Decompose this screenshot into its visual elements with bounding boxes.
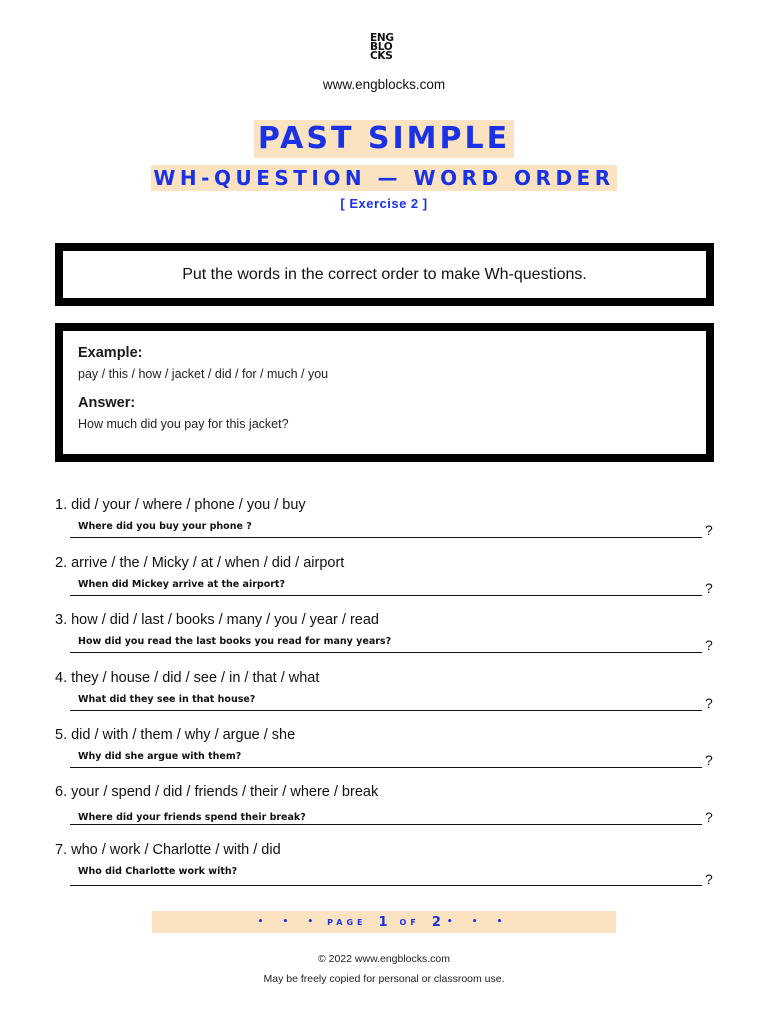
- page-title: PAST SIMPLE: [254, 120, 514, 158]
- logo-line: BLO: [370, 41, 393, 53]
- question-item: [55, 497, 715, 555]
- page-total: 2: [431, 914, 441, 930]
- logo-line: CKS: [370, 50, 393, 62]
- answer-label: Answer:: [78, 395, 136, 411]
- answer-line: [70, 710, 702, 711]
- question-item: [55, 784, 715, 842]
- question-item: [55, 555, 715, 613]
- answer-line: [70, 824, 702, 825]
- page-word: PAGE: [327, 917, 367, 927]
- question-item: [55, 842, 715, 900]
- question-prompt: 5. did / with / them / why / argue / she: [55, 727, 296, 743]
- answer-text[interactable]: What did they see in that house?: [78, 694, 256, 705]
- answer-line: [70, 652, 702, 653]
- answer-text[interactable]: Where did your friends spend their break?: [78, 812, 306, 823]
- instructions-box: [55, 243, 714, 306]
- logo-line: ENG: [370, 32, 394, 44]
- answer-text[interactable]: Where did you buy your phone ?: [78, 521, 252, 532]
- dots-left: • • •: [257, 917, 322, 927]
- example-box: [55, 323, 714, 462]
- answer-line: [70, 885, 702, 886]
- answer-line: [70, 595, 702, 596]
- question-mark: ?: [705, 695, 713, 711]
- question-mark: ?: [705, 809, 713, 825]
- answer-text[interactable]: Why did she argue with them?: [78, 751, 242, 762]
- instructions-text: Put the words in the correct order to make Wh-questions.: [182, 265, 587, 283]
- question-mark: ?: [705, 580, 713, 596]
- answer-text[interactable]: When did Mickey arrive at the airport?: [78, 579, 285, 590]
- answer-text[interactable]: Who did Charlotte work with?: [78, 866, 238, 877]
- answer-line: [70, 537, 702, 538]
- exercise-label: [ Exercise 2 ]: [340, 196, 428, 211]
- question-item: [55, 727, 715, 785]
- question-mark: ?: [705, 752, 713, 768]
- engblocks-logo: [370, 34, 400, 61]
- license-text: May be freely copied for personal or classroom use.: [263, 973, 505, 985]
- question-prompt: 3. how / did / last / books / many / you / year / read: [55, 612, 379, 628]
- question-mark: ?: [705, 637, 713, 653]
- page-subtitle: WH-QUESTION — WORD ORDER: [153, 166, 615, 190]
- question-mark: ?: [705, 871, 713, 887]
- question-item: [55, 670, 715, 728]
- question-prompt: 2. arrive / the / Micky / at / when / did / airport: [55, 555, 345, 571]
- example-words: pay / this / how / jacket / did / for / much / you: [78, 367, 329, 381]
- example-answer: How much did you pay for this jacket?: [78, 417, 289, 431]
- question-mark: ?: [705, 522, 713, 538]
- example-label: Example:: [78, 345, 143, 361]
- site-url: www.engblocks.com: [322, 77, 446, 92]
- question-prompt: 1. did / your / where / phone / you / buy: [55, 497, 306, 513]
- of-word: OF: [399, 917, 420, 927]
- question-item: [55, 612, 715, 670]
- copyright: © 2022 www.engblocks.com: [317, 953, 451, 965]
- question-prompt: 6. your / spend / did / friends / their / where / break: [55, 784, 379, 800]
- question-prompt: 7. who / work / Charlotte / with / did: [55, 842, 281, 858]
- page-current: 1: [378, 914, 388, 930]
- page-indicator: [152, 911, 616, 933]
- question-prompt: 4. they / house / did / see / in / that / what: [55, 670, 320, 686]
- answer-text[interactable]: How did you read the last books you read for many years?: [78, 636, 392, 647]
- dots-right: • • •: [446, 917, 511, 927]
- answer-line: [70, 767, 702, 768]
